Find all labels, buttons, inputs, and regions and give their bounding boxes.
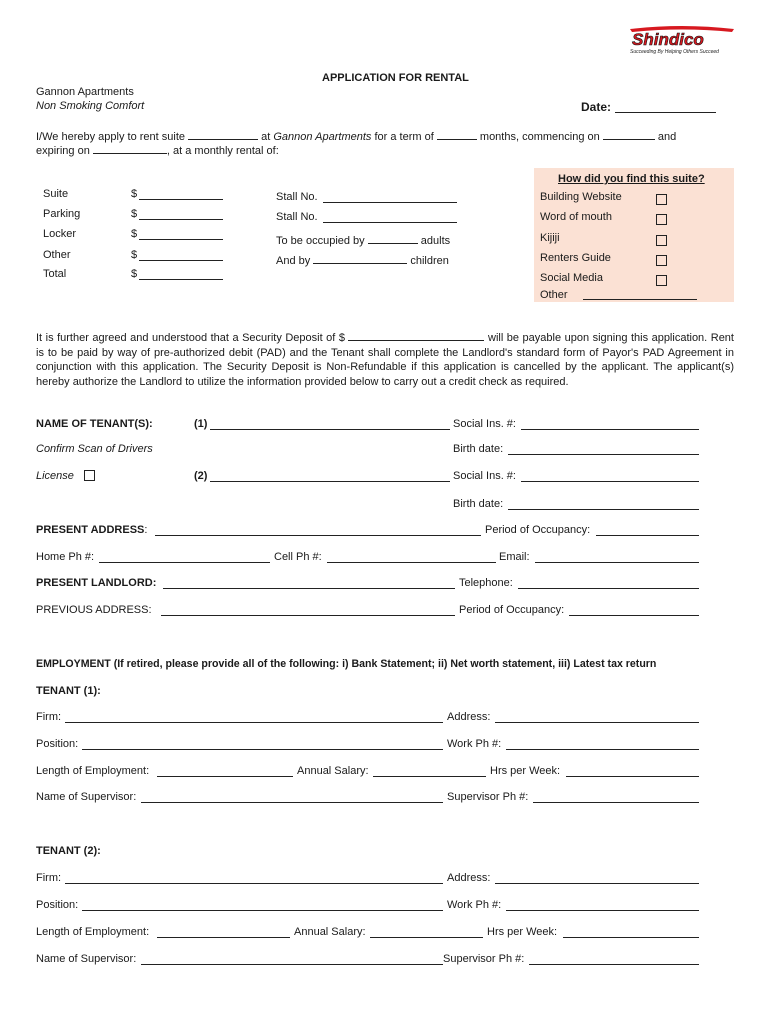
- commencing-field[interactable]: [603, 128, 655, 140]
- email-label: Email:: [499, 551, 530, 563]
- previous-address-field[interactable]: [161, 615, 455, 616]
- stall-1-field[interactable]: [323, 202, 457, 203]
- tenant-name-label: NAME OF TENANT(S):: [36, 418, 153, 430]
- supervisor-phone-label: Supervisor Ph #:: [443, 953, 525, 965]
- present-landlord-label: PRESENT LANDLORD:: [36, 577, 157, 589]
- tenant-2-length-field[interactable]: [157, 937, 290, 938]
- charge-label: Locker: [43, 228, 77, 240]
- currency-sign: $: [131, 208, 138, 220]
- tenant-1-birth-field[interactable]: [508, 454, 699, 455]
- tenant-2-firm-field[interactable]: [65, 883, 443, 884]
- stall-2-field[interactable]: [323, 222, 457, 223]
- position-label: Position:: [36, 738, 79, 750]
- stall-label: Stall No.: [276, 211, 318, 223]
- referral-title: How did you find this suite?: [558, 173, 705, 185]
- currency-sign: $: [131, 228, 138, 240]
- occupants-line: [276, 232, 450, 247]
- home-phone-label: Home Ph #:: [36, 551, 95, 563]
- position-label: Position:: [36, 899, 79, 911]
- charge-label: Other: [43, 249, 71, 261]
- tenant-1-hours-field[interactable]: [566, 776, 699, 777]
- referral-option: Kijiji: [540, 232, 560, 244]
- social-media-checkbox[interactable]: [656, 275, 667, 286]
- landlord-telephone-field[interactable]: [518, 588, 699, 589]
- deposit-paragraph: [36, 329, 734, 389]
- previous-period-field[interactable]: [569, 615, 699, 616]
- referral-option: Social Media: [540, 272, 603, 284]
- period-label: Period of Occupancy:: [485, 524, 591, 536]
- tenant-1-position-field[interactable]: [82, 749, 443, 750]
- intro-text: expiring on: [36, 145, 90, 157]
- tenant-2-salary-field[interactable]: [370, 937, 483, 938]
- length-of-employment-label: Length of Employment:: [36, 765, 150, 777]
- intro-building-name: Gannon Apartments: [273, 131, 372, 143]
- currency-sign: $: [131, 249, 138, 261]
- firm-label: Firm:: [36, 872, 62, 884]
- license-checkbox[interactable]: [84, 470, 95, 481]
- deposit-text: will be payable upon signing this application. Rent is to be paid by way of pre-authorized debit (PAD) and the Tenant shall complete the Landlord's standard form of Payor's PAD Agreement in conjunction with this application. The Security Deposit is Non-Refundable if this application is cancelled by the applicant. The applicant(s) hereby authorize the Landlord to utilize the information provided below to carry out a credit check as required.: [36, 332, 734, 388]
- kijiji-checkbox[interactable]: [656, 235, 667, 246]
- present-address-field[interactable]: [155, 535, 481, 536]
- referral-other-field[interactable]: [583, 299, 697, 300]
- confirm-scan-label: Confirm Scan of Drivers: [36, 443, 153, 455]
- children-field[interactable]: [313, 252, 407, 264]
- address-label: Address:: [447, 711, 491, 723]
- tenant-1-supervisor-field[interactable]: [141, 802, 443, 803]
- telephone-label: Telephone:: [459, 577, 513, 589]
- supervisor-label: Name of Supervisor:: [36, 953, 137, 965]
- period-label: Period of Occupancy:: [459, 604, 565, 616]
- occupants-text: adults: [420, 235, 451, 247]
- occupants-text: To be occupied by: [276, 235, 365, 247]
- form-title: APPLICATION FOR RENTAL: [322, 72, 469, 84]
- company-name: Gannon Apartments: [36, 86, 134, 98]
- renters-guide-checkbox[interactable]: [656, 255, 667, 266]
- stall-label: Stall No.: [276, 191, 318, 203]
- charge-label: Suite: [43, 188, 69, 200]
- intro-text: for a term of: [374, 131, 434, 143]
- other-amount-field[interactable]: [139, 260, 223, 261]
- locker-amount-field[interactable]: [139, 239, 223, 240]
- referral-option: Renters Guide: [540, 252, 611, 264]
- expiring-field[interactable]: [93, 142, 167, 154]
- deposit-amount-field[interactable]: [348, 329, 484, 341]
- birth-date-label: Birth date:: [453, 443, 504, 455]
- shindico-logo-graphic: [628, 26, 736, 56]
- present-address-label: [36, 524, 147, 536]
- tenant-2-work-phone-field[interactable]: [506, 910, 699, 911]
- currency-sign: $: [131, 188, 138, 200]
- referral-option: Word of mouth: [540, 211, 612, 223]
- employment-heading: EMPLOYMENT (If retired, please provide all of the following: i) Bank Statement; ii) Net worth statement, iii) Latest tax return: [36, 658, 657, 670]
- charge-label: Total: [43, 268, 67, 280]
- supervisor-label: Name of Supervisor:: [36, 791, 137, 803]
- tenant-1-employer-address-field[interactable]: [495, 722, 699, 723]
- tenant-2-employment-heading: TENANT (2):: [36, 845, 101, 857]
- supervisor-phone-label: Supervisor Ph #:: [447, 791, 529, 803]
- deposit-text: It is further agreed and understood that a Security Deposit of $: [36, 332, 345, 344]
- email-field[interactable]: [535, 562, 699, 563]
- svg-text:Shindico: Shindico: [632, 30, 704, 49]
- children-line: [276, 252, 449, 267]
- annual-salary-label: Annual Salary:: [294, 926, 366, 938]
- tenant-2-label: (2): [194, 470, 208, 482]
- cell-phone-field[interactable]: [327, 562, 496, 563]
- company-slogan: Non Smoking Comfort: [36, 100, 145, 112]
- parking-amount-field[interactable]: [139, 219, 223, 220]
- occupants-text: And by: [276, 255, 311, 267]
- tenant-2-birth-field[interactable]: [508, 509, 699, 510]
- colon: :: [144, 524, 148, 536]
- cell-phone-label: Cell Ph #:: [274, 551, 322, 563]
- length-of-employment-label: Length of Employment:: [36, 926, 150, 938]
- suite-amount-field[interactable]: [139, 199, 223, 200]
- building-website-checkbox[interactable]: [656, 194, 667, 205]
- date-label: Date:: [581, 100, 612, 114]
- present-period-field[interactable]: [596, 535, 699, 536]
- currency-sign: $: [131, 268, 138, 280]
- tenant-2-employer-address-field[interactable]: [495, 883, 699, 884]
- sin-label: Social Ins. #:: [453, 470, 516, 482]
- intro-line-2: [36, 142, 279, 157]
- tenant-1-salary-field[interactable]: [373, 776, 486, 777]
- tenant-1-firm-field[interactable]: [65, 722, 443, 723]
- tenant-1-employment-heading: TENANT (1):: [36, 685, 101, 697]
- tenant-2-supervisor-field[interactable]: [141, 964, 443, 965]
- tenant-2-sin-field[interactable]: [521, 481, 699, 482]
- charge-label: Parking: [43, 208, 81, 220]
- adults-field[interactable]: [368, 232, 418, 244]
- word-of-mouth-checkbox[interactable]: [656, 214, 667, 225]
- birth-date-label: Birth date:: [453, 498, 504, 510]
- tenant-2-position-field[interactable]: [82, 910, 443, 911]
- tenant-2-hours-field[interactable]: [563, 937, 699, 938]
- present-landlord-field[interactable]: [163, 588, 455, 589]
- date-field[interactable]: [615, 112, 716, 113]
- svg-text:Succeeding By Helping Others S: Succeeding By Helping Others Succeed: [630, 49, 719, 55]
- address-label: Address:: [447, 872, 491, 884]
- intro-text: , at a monthly rental of:: [166, 145, 279, 157]
- tenant-1-sin-field[interactable]: [521, 429, 699, 430]
- intro-text: months, commencing on: [479, 131, 600, 143]
- referral-option-other: Other: [540, 289, 568, 301]
- tenant-1-length-field[interactable]: [157, 776, 293, 777]
- sin-label: Social Ins. #:: [453, 418, 516, 430]
- referral-option: Building Website: [540, 191, 622, 203]
- hours-per-week-label: Hrs per Week:: [490, 765, 561, 777]
- hours-per-week-label: Hrs per Week:: [487, 926, 558, 938]
- present-address-text: PRESENT ADDRESS: [36, 524, 145, 536]
- intro-text: I/We hereby apply to rent suite: [36, 131, 185, 143]
- previous-address-label: PREVIOUS ADDRESS:: [36, 604, 152, 616]
- suite-number-field[interactable]: [188, 128, 258, 140]
- occupants-text: children: [410, 255, 449, 267]
- intro-line-1: [36, 128, 676, 143]
- license-label: License: [36, 470, 74, 482]
- intro-text: at: [261, 131, 271, 143]
- work-phone-label: Work Ph #:: [447, 738, 502, 750]
- shindico-logo: [628, 26, 736, 56]
- work-phone-label: Work Ph #:: [447, 899, 502, 911]
- annual-salary-label: Annual Salary:: [297, 765, 369, 777]
- tenant-2-supervisor-phone-field[interactable]: [529, 964, 699, 965]
- intro-text: and: [657, 131, 677, 143]
- tenant-1-name-field[interactable]: [210, 429, 450, 430]
- firm-label: Firm:: [36, 711, 62, 723]
- total-amount-field[interactable]: [139, 279, 223, 280]
- tenant-1-work-phone-field[interactable]: [506, 749, 699, 750]
- tenant-1-label: (1): [194, 418, 208, 430]
- tenant-2-name-field[interactable]: [210, 481, 450, 482]
- term-field[interactable]: [437, 128, 477, 140]
- home-phone-field[interactable]: [99, 562, 270, 563]
- tenant-1-supervisor-phone-field[interactable]: [533, 802, 699, 803]
